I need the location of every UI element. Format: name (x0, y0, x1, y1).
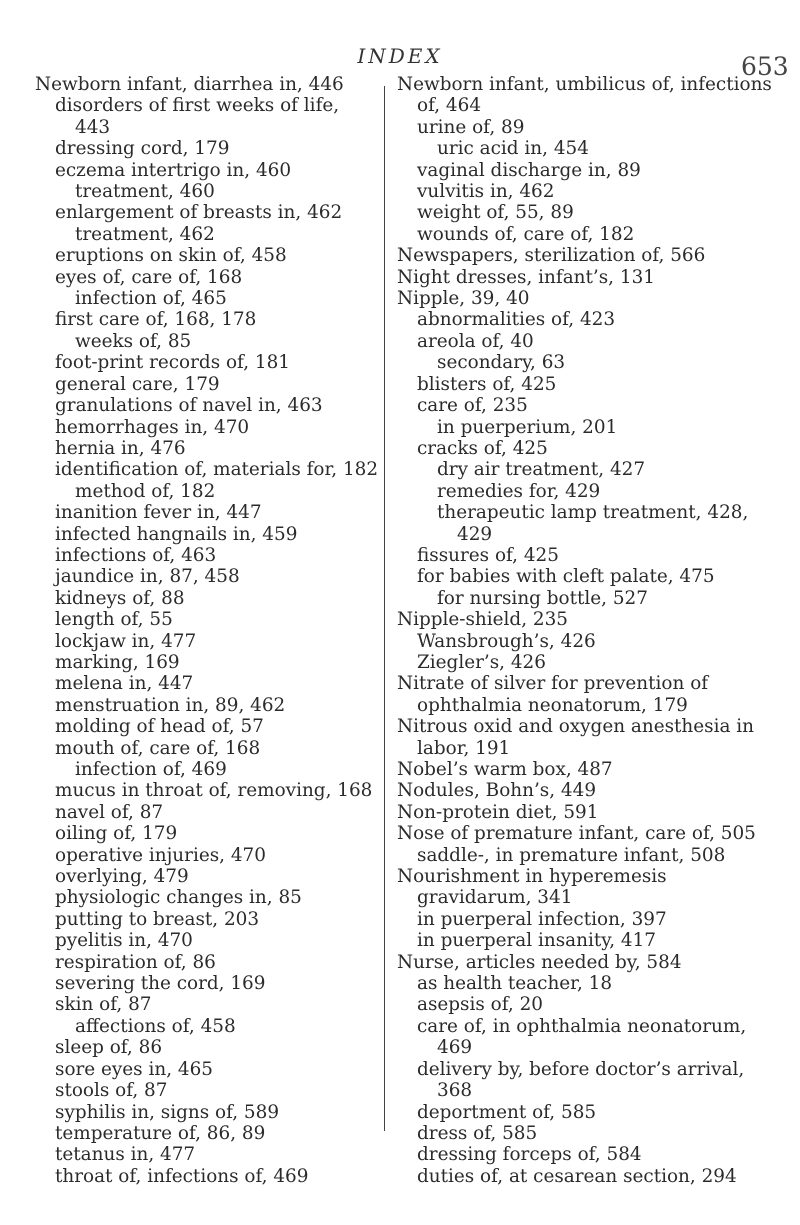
index-subentry: operative injuries, 470 (55, 844, 266, 866)
index-subentry: kidneys of, 88 (55, 587, 185, 609)
index-entry: Nobel’s warm box, 487 (397, 759, 613, 780)
index-entry: Newspapers, sterilization of, 566 (397, 245, 706, 267)
index-subentry: overlying, 479 (55, 866, 189, 888)
index-subentry: granulations of navel in, 463 (55, 395, 323, 417)
index-subentry: affections of, 458 (75, 1015, 236, 1037)
index-subentry: severing the cord, 169 (55, 973, 266, 995)
index-subentry: identification of, materials for, 182 (55, 459, 379, 481)
index-subentry: hernia in, 476 (55, 437, 186, 459)
index-subentry: treatment, 462 (75, 223, 215, 245)
index-subentry: areola of, 40 (417, 330, 534, 352)
index-subentry: method of, 182 (75, 480, 216, 502)
page-number: 653 (741, 52, 789, 81)
index-subentry: dress of, 585 (417, 1122, 538, 1144)
index-subentry: marking, 169 (55, 651, 180, 673)
index-subentry: length of, 55 (55, 609, 173, 631)
index-subentry: enlargement of breasts in, 462 (55, 202, 343, 224)
index-subentry: syphilis in, signs of, 589 (55, 1101, 280, 1123)
index-entry: Nourishment in hyperemesis gravidarum, 341 (397, 866, 667, 909)
index-entry: Newborn infant, diarrhea in, 446 (35, 74, 344, 95)
index-subentry: sleep of, 86 (55, 1037, 163, 1059)
index-subentry: disorders of first weeks of life, 443 (55, 95, 340, 138)
index-column-left (35, 74, 380, 1187)
index-subentry: inanition fever in, 447 (55, 502, 262, 524)
index-subentry: infections of, 463 (55, 544, 217, 566)
index-subentry: fissures of, 425 (417, 544, 559, 566)
index-subentry: vaginal discharge in, 89 (417, 159, 641, 181)
index-subentry: therapeutic lamp treatment, 428, 429 (437, 502, 749, 545)
index-subentry: hemorrhages in, 470 (55, 416, 250, 438)
index-subentry: foot-print records of, 181 (55, 352, 290, 374)
index-subentry: as health teacher, 18 (417, 973, 613, 995)
index-subentry: temperature of, 86, 89 (55, 1122, 266, 1144)
index-subentry: care of, in ophthalmia neonatorum, 469 (417, 1015, 747, 1059)
index-subentry: jaundice in, 87, 458 (55, 566, 240, 588)
index-subentry: dressing cord, 179 (55, 138, 230, 160)
index-subentry: urine of, 89 (417, 116, 525, 138)
index-entry: Nose of premature infant, care of, 505 (397, 823, 756, 845)
index-subentry: secondary, 63 (437, 352, 566, 374)
index-subentry: infection of, 469 (75, 759, 227, 780)
index-subentry: treatment, 460 (75, 181, 215, 203)
index-entry: Nurse, articles needed by, 584 (397, 951, 682, 973)
index-subentry: in puerperal infection, 397 (417, 908, 667, 930)
index-subentry: first care of, 168, 178 (55, 309, 257, 331)
index-entry: Nodules, Bohn’s, 449 (397, 780, 597, 802)
index-subentry: saddle-, in premature infant, 508 (417, 844, 726, 866)
index-subentry: remedies for, 429 (437, 480, 601, 502)
page-title: INDEX (357, 44, 443, 68)
index-subentry: tetanus in, 477 (55, 1144, 196, 1166)
index-entry: Nipple-shield, 235 (397, 609, 568, 631)
index-subentry: throat of, infections of, 469 (55, 1165, 309, 1187)
index-subentry: abnormalities of, 423 (417, 309, 616, 331)
index-entry: Newborn infant, umbilicus of, infections of, 464 (397, 74, 772, 117)
index-entry: Nitrous oxid and oxygen anesthesia in labor, 191 (397, 716, 755, 759)
index-entry: Non-protein diet, 591 (397, 801, 599, 823)
index-subentry: mucus in throat of, removing, 168 (55, 780, 373, 802)
index-subentry: dressing forceps of, 584 (417, 1144, 642, 1166)
index-subentry: care of, 235 (417, 395, 528, 417)
index-subentry: deportment of, 585 (417, 1101, 597, 1123)
index-subentry: lockjaw in, 477 (55, 630, 197, 652)
index-entry: Nipple, 39, 40 (397, 288, 530, 310)
index-subentry: vulvitis in, 462 (417, 181, 555, 203)
index-subentry: weeks of, 85 (75, 330, 192, 352)
index-subentry: respiration of, 86 (55, 951, 216, 973)
index-subentry: for nursing bottle, 527 (437, 587, 648, 609)
index-subentry: pyelitis in, 470 (55, 930, 193, 952)
index-subentry: uric acid in, 454 (437, 138, 589, 160)
index-subentry: general care, 179 (55, 373, 220, 395)
index-subentry: wounds of, care of, 182 (417, 223, 635, 245)
index-subentry: Ziegler’s, 426 (417, 651, 546, 673)
index-subentry: asepsis of, 20 (417, 994, 543, 1016)
index-subentry: Wansbrough’s, 426 (417, 630, 596, 652)
index-subentry: eyes of, care of, 168 (55, 266, 243, 288)
index-subentry: sore eyes in, 465 (55, 1058, 213, 1080)
index-subentry: oiling of, 179 (55, 823, 178, 845)
index-subentry: stools of, 87 (55, 1080, 168, 1102)
index-subentry: in puerperal insanity, 417 (417, 930, 656, 952)
index-subentry: physiologic changes in, 85 (55, 887, 302, 909)
index-subentry: infected hangnails in, 459 (55, 523, 298, 545)
index-subentry: duties of, at cesarean section, 294 (417, 1165, 737, 1187)
index-subentry: delivery by, before doctor’s arrival, 368 (417, 1058, 745, 1102)
index-subentry: melena in, 447 (55, 673, 194, 695)
index-subentry: putting to breast, 203 (55, 908, 260, 930)
index-entry: Night dresses, infant’s, 131 (397, 266, 655, 288)
index-subentry: cracks of, 425 (417, 437, 548, 459)
index-subentry: molding of head of, 57 (55, 716, 264, 738)
index-subentry: mouth of, care of, 168 (55, 737, 261, 759)
index-subentry: dry air treatment, 427 (437, 459, 646, 481)
index-subentry: navel of, 87 (55, 801, 164, 823)
index-subentry: for babies with cleft palate, 475 (417, 566, 715, 588)
index-subentry: infection of, 465 (75, 288, 227, 310)
index-entry: Nitrate of silver for prevention of ophthalmia neonatorum, 179 (397, 673, 709, 716)
index-subentry: eczema intertrigo in, 460 (55, 159, 292, 181)
column-divider (384, 86, 385, 1131)
index-subentry: eruptions on skin of, 458 (55, 245, 287, 267)
index-subentry: weight of, 55, 89 (417, 202, 574, 224)
index-subentry: blisters of, 425 (417, 373, 557, 395)
index-subentry: menstruation in, 89, 462 (55, 694, 286, 716)
index-subentry: skin of, 87 (55, 994, 152, 1016)
index-column-right (397, 74, 772, 1187)
index-subentry: in puerperium, 201 (437, 416, 618, 438)
